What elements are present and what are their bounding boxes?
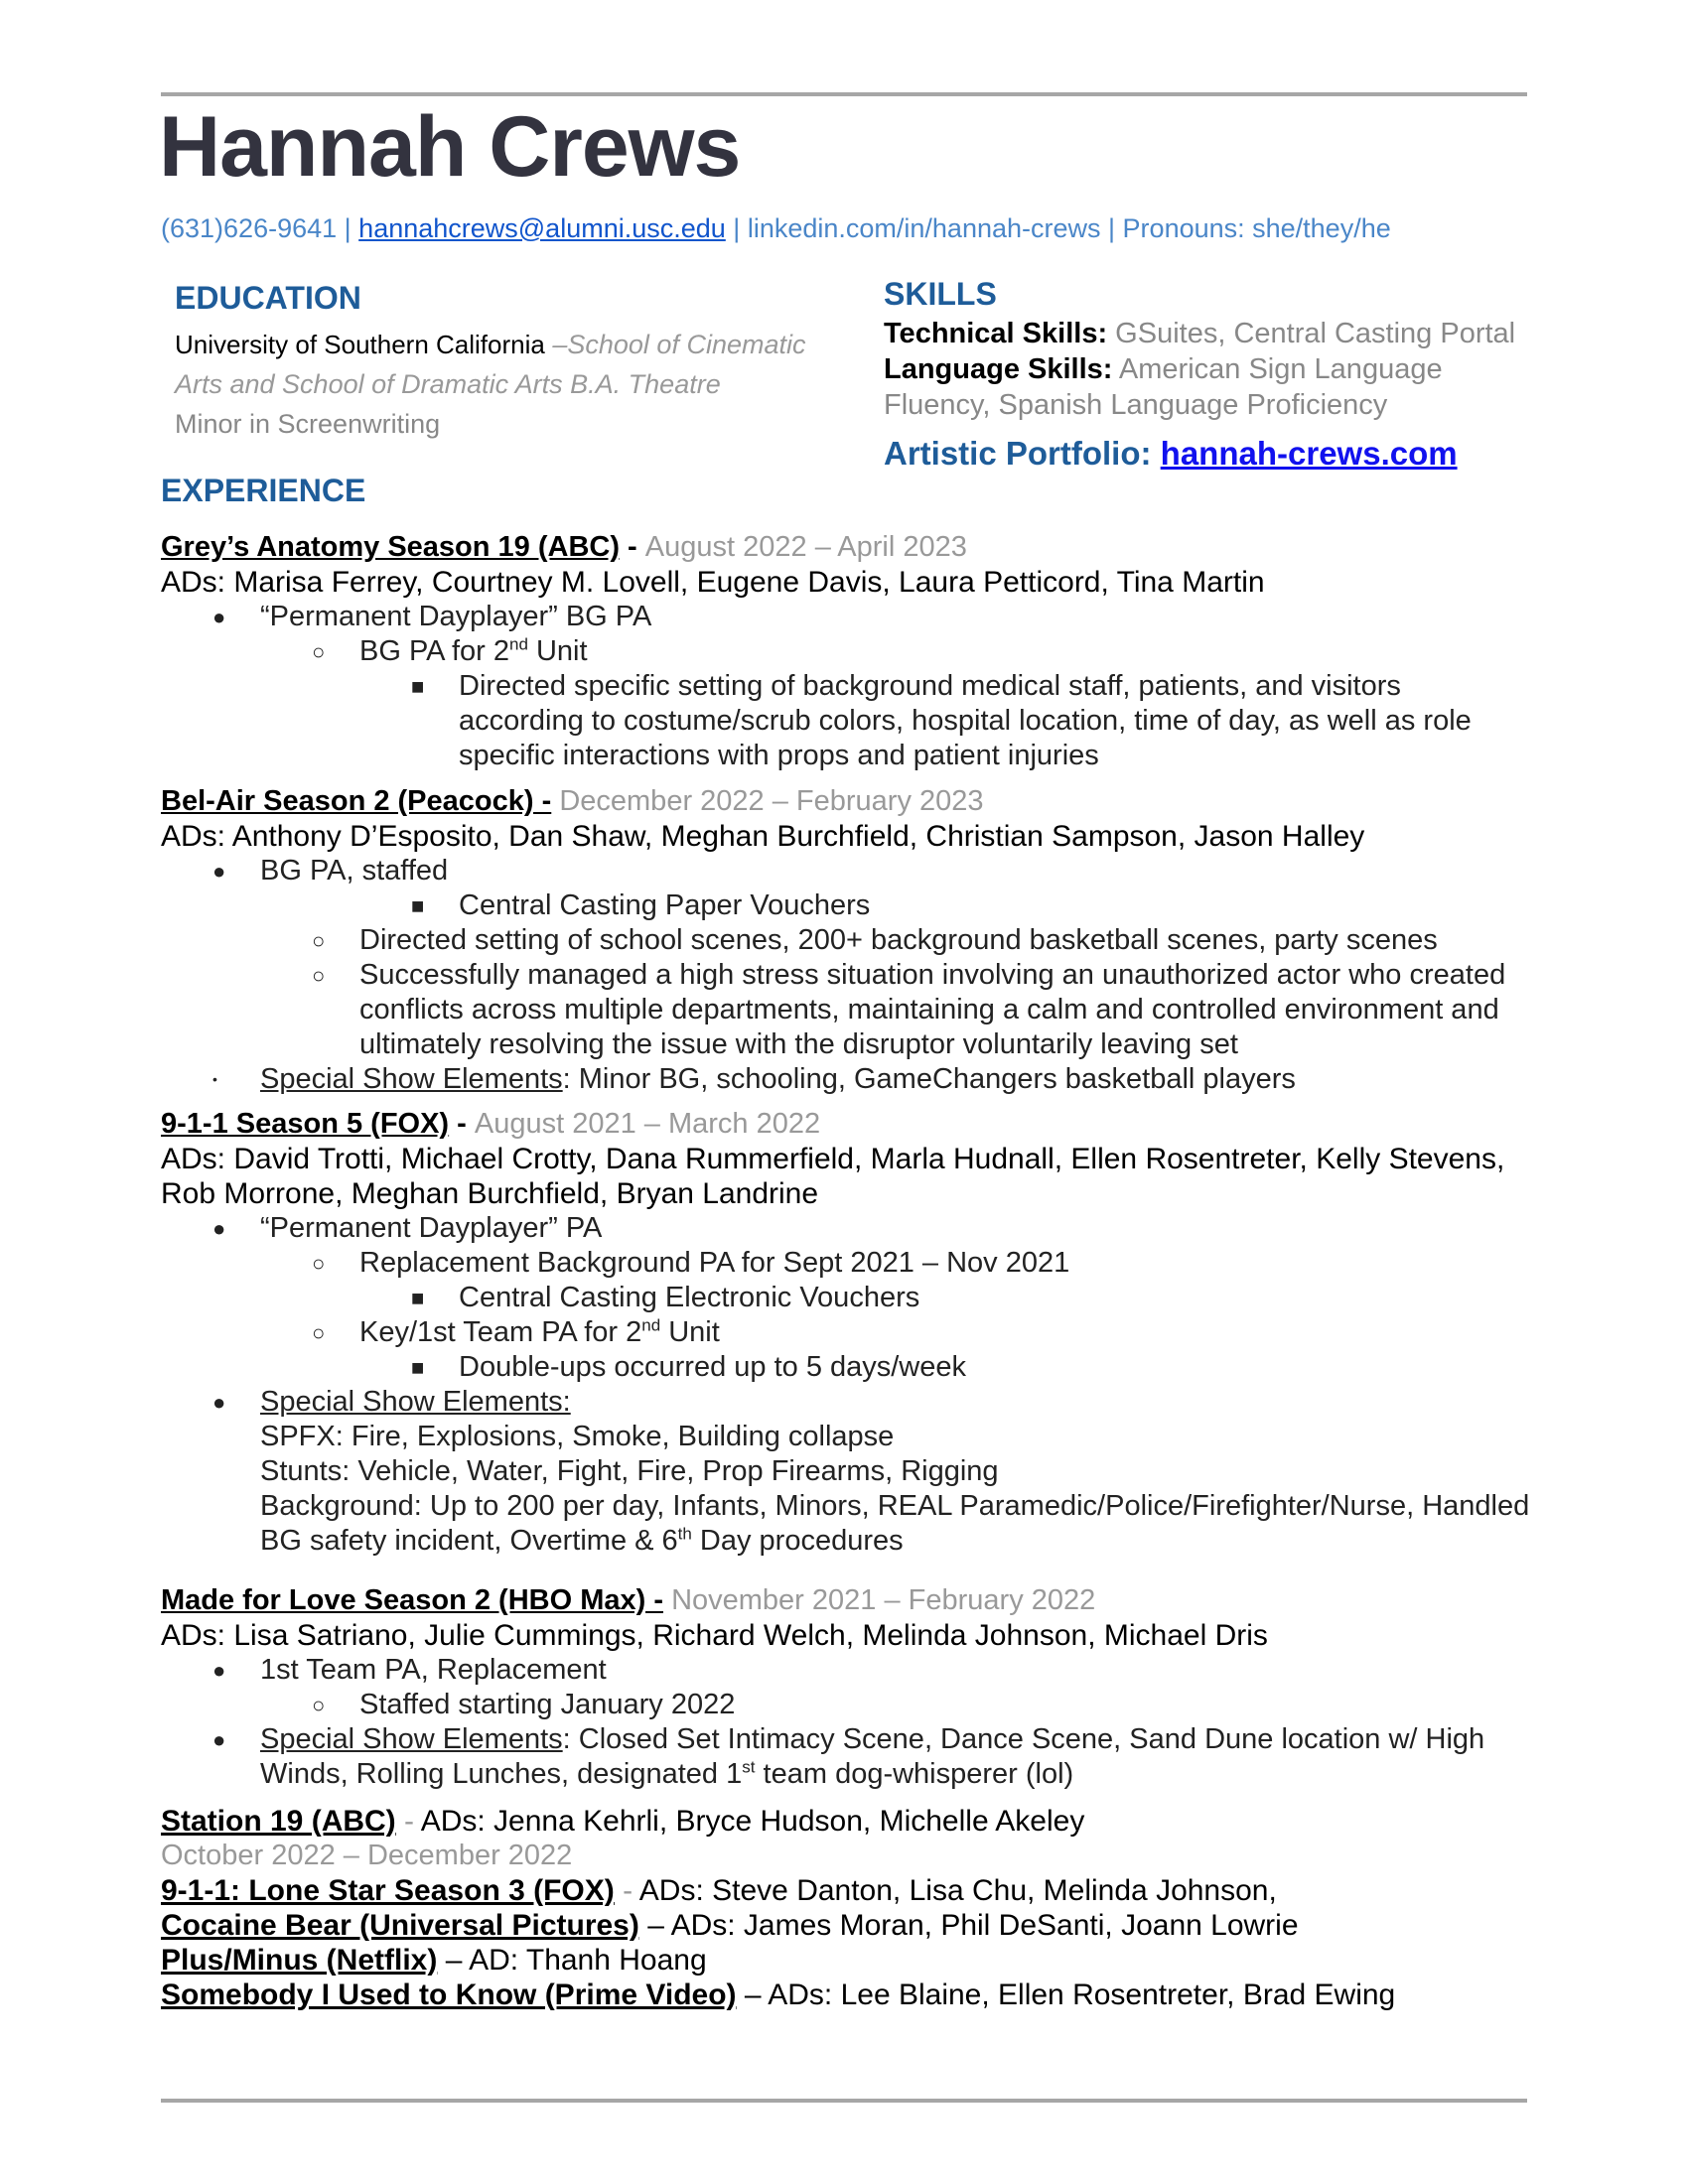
list-item-continuation: specific interactions with props and patient injuries [459, 740, 1099, 771]
special-label: Special Show Elements [260, 1723, 563, 1755]
list-item-continuation: Stunts: Vehicle, Water, Fight, Fire, Prop Firearms, Rigging [260, 1455, 999, 1487]
job-title: 9-1-1 Season 5 (FOX) [161, 1108, 450, 1140]
item-text: Directed specific setting of background medical staff, patients, and visitors [459, 670, 1401, 702]
pronouns: Pronouns: she/they/he [1122, 213, 1391, 243]
credit-date: October 2022 – December 2022 [161, 1840, 573, 1871]
spacer [161, 1097, 1541, 1107]
bullet-icon: ● [212, 1727, 226, 1752]
top-divider [161, 92, 1527, 96]
square-bullet-icon: ■ [411, 1355, 425, 1380]
item-text: BG PA, staffed [260, 855, 449, 887]
phone: (631)626-9641 [161, 213, 338, 243]
list-item-continuation: Background: Up to 200 per day, Infants, Minors, REAL Paramedic/Police/Firefighter/Nurse, Handled [260, 1490, 1530, 1522]
separator: - [449, 1108, 475, 1140]
item-text: : Closed Set Intimacy Scene, Dance Scene, Sand Dune location w/ High [562, 1723, 1485, 1755]
separator: - [614, 1874, 639, 1907]
item-text: Day procedures [691, 1525, 904, 1557]
square-bullet-icon: ■ [411, 893, 425, 918]
education-section [175, 325, 850, 444]
bullet-icon: ● [212, 859, 226, 884]
separator: - [620, 531, 645, 563]
separator: – [638, 1909, 671, 1942]
item-text: “Permanent Dayplayer” BG PA [260, 601, 652, 632]
job-date: August 2022 – April 2023 [644, 531, 967, 563]
item-text: Key/1st Team PA for 2 [359, 1316, 642, 1348]
list-item [161, 1315, 1541, 1350]
credit-line [161, 1908, 1541, 1943]
school-detail: –School of Cinematic Arts and School of Dramatic Arts B.A. Theatre [175, 330, 806, 399]
bullet-icon: ● [212, 605, 226, 629]
item-text: Central Casting Paper Vouchers [459, 889, 871, 921]
list-item [161, 1281, 1541, 1315]
credit-ads: ADs: Jenna Kehrli, Bryce Hudson, Michelle Akeley [420, 1805, 1085, 1838]
credit-line [161, 1943, 1541, 1978]
item-text: BG PA for 2 [359, 635, 509, 667]
circle-bullet-icon: ○ [312, 1320, 326, 1345]
job-header [161, 784, 1541, 819]
minor: Minor in Screenwriting [175, 409, 441, 439]
special-label: Special Show Elements [260, 1063, 563, 1095]
job-date: December 2022 – February 2023 [559, 785, 984, 817]
item-text: Double-ups occurred up to 5 days/week [459, 1351, 967, 1383]
list-item [161, 669, 1541, 704]
job-title: Bel-Air Season 2 (Peacock) - [161, 785, 552, 817]
email-link[interactable]: hannahcrews@alumni.usc.edu [358, 213, 726, 243]
experience-section [161, 530, 1541, 2012]
list-item [161, 923, 1541, 958]
list-item [161, 1062, 1541, 1097]
credit-line [161, 1873, 1541, 1908]
language-skills-value: American Sign Language Fluency, Spanish Language Proficiency [884, 353, 1443, 421]
spacer [161, 1559, 1541, 1583]
list-item-continuation [161, 1757, 1541, 1792]
list-item [161, 600, 1541, 634]
list-item [161, 888, 1541, 923]
item-text: Winds, Rolling Lunches, designated 1 [260, 1758, 743, 1790]
skills-heading: SKILLS [884, 276, 997, 312]
circle-bullet-icon: ○ [312, 963, 326, 988]
job-header [161, 1583, 1541, 1618]
education-heading: EDUCATION [175, 280, 361, 316]
university: University of Southern California [175, 330, 545, 359]
bullet-icon: ● [212, 1390, 226, 1415]
list-item [161, 958, 1541, 993]
circle-bullet-icon: ○ [312, 928, 326, 953]
job-ads: Rob Morrone, Meghan Burchfield, Bryan Landrine [161, 1177, 819, 1210]
item-text: Unit [527, 635, 588, 667]
list-item-continuation [161, 1524, 1541, 1559]
job-title: Cocaine Bear (Universal Pictures) [161, 1909, 639, 1942]
item-text: “Permanent Dayplayer” PA [260, 1212, 603, 1244]
job-header [161, 530, 1541, 565]
spacer [161, 773, 1541, 784]
small-bullet-icon: • [212, 1071, 217, 1087]
list-item-continuation: ultimately resolving the issue with the disruptor voluntarily leaving set [359, 1028, 1238, 1060]
spacer [161, 1792, 1541, 1804]
job-ads: ADs: David Trotti, Michael Crotty, Dana Rummerfield, Marla Hudnall, Ellen Rosentreter, Kelly Stevens, [161, 1143, 1505, 1175]
list-item [161, 854, 1541, 888]
special-label: Special Show Elements: [260, 1386, 571, 1418]
job-header [161, 1107, 1541, 1142]
separator: | [337, 213, 359, 243]
job-title: Station 19 (ABC) [161, 1805, 396, 1838]
item-text: Successfully managed a high stress situation involving an unauthorized actor who created [359, 959, 1506, 991]
job-title: 9-1-1: Lone Star Season 3 (FOX) [161, 1874, 615, 1907]
job-ads: ADs: Marisa Ferrey, Courtney M. Lovell, Eugene Davis, Laura Petticord, Tina Martin [161, 566, 1265, 599]
bottom-divider [161, 2099, 1527, 2103]
list-item-continuation: according to costume/scrub colors, hospital location, time of day, as well as role [459, 705, 1472, 737]
credit-ads: ADs: James Moran, Phil DeSanti, Joann Lowrie [670, 1909, 1299, 1942]
separator: - [395, 1805, 421, 1838]
portfolio-link[interactable]: hannah-crews.com [1160, 435, 1458, 472]
list-item-continuation: conflicts across multiple departments, maintaining a calm and controlled environment and [359, 994, 1499, 1025]
item-text: Unit [660, 1316, 720, 1348]
superscript: nd [508, 634, 528, 654]
item-text: BG safety incident, Overtime & 6 [260, 1525, 678, 1557]
portfolio-label: Artistic Portfolio: [884, 435, 1161, 472]
list-item [161, 1653, 1541, 1688]
portfolio-line [884, 435, 1458, 473]
item-text: : Minor BG, schooling, GameChangers basketball players [562, 1063, 1296, 1095]
circle-bullet-icon: ○ [312, 1693, 326, 1717]
square-bullet-icon: ■ [411, 1286, 425, 1310]
item-text: team dog-whisperer (lol) [755, 1758, 1074, 1790]
separator: | [725, 213, 748, 243]
item-text: Central Casting Electronic Vouchers [459, 1282, 920, 1313]
list-item [161, 1722, 1541, 1757]
item-text: Replacement Background PA for Sept 2021 – Nov 2021 [359, 1247, 1070, 1279]
bullet-icon: ● [212, 1658, 226, 1683]
credit-line [161, 1804, 1541, 1839]
language-skills-label: Language Skills: [884, 353, 1113, 385]
job-title: Grey’s Anatomy Season 19 (ABC) [161, 531, 620, 563]
square-bullet-icon: ■ [411, 674, 425, 699]
item-text: Staffed starting January 2022 [359, 1689, 736, 1720]
job-date: August 2021 – March 2022 [474, 1108, 821, 1140]
credit-ads: AD: Thanh Hoang [469, 1944, 707, 1977]
item-text: Directed setting of school scenes, 200+ background basketball scenes, party scenes [359, 924, 1438, 956]
list-item-continuation: SPFX: Fire, Explosions, Smoke, Building collapse [260, 1421, 895, 1452]
separator: – [437, 1944, 470, 1977]
item-text: 1st Team PA, Replacement [260, 1654, 607, 1686]
experience-heading: EXPERIENCE [161, 473, 366, 508]
superscript: st [742, 1757, 756, 1777]
technical-skills-value: GSuites, Central Casting Portal [1107, 318, 1516, 349]
list-item [161, 1246, 1541, 1281]
bullet-icon: ● [212, 1216, 226, 1241]
skills-section [884, 316, 1529, 423]
list-item [161, 1211, 1541, 1246]
credit-line [161, 1978, 1541, 2012]
list-item [161, 634, 1541, 669]
job-date: November 2021 – February 2022 [671, 1584, 1096, 1616]
job-ads: ADs: Lisa Satriano, Julie Cummings, Richard Welch, Melinda Johnson, Michael Dris [161, 1619, 1268, 1652]
circle-bullet-icon: ○ [312, 1251, 326, 1276]
list-item [161, 1385, 1541, 1420]
list-item [161, 1688, 1541, 1722]
job-title: Somebody I Used to Know (Prime Video) [161, 1979, 737, 2011]
circle-bullet-icon: ○ [312, 639, 326, 664]
page-title: Hannah Crews [159, 99, 741, 195]
contact-line [161, 213, 1391, 244]
linkedin-link[interactable]: linkedin.com/in/hannah-crews [747, 213, 1101, 243]
technical-skills-label: Technical Skills: [884, 318, 1108, 349]
credit-ads: ADs: Lee Blaine, Ellen Rosentreter, Brad Ewing [768, 1979, 1396, 2011]
job-ads: ADs: Anthony D’Esposito, Dan Shaw, Meghan Burchfield, Christian Sampson, Jason Halley [161, 820, 1365, 853]
credit-ads: ADs: Steve Danton, Lisa Chu, Melinda Johnson, [638, 1874, 1277, 1907]
separator: – [736, 1979, 769, 2011]
job-title: Plus/Minus (Netflix) [161, 1944, 438, 1977]
separator: | [1100, 213, 1123, 243]
superscript: nd [641, 1315, 661, 1335]
list-item [161, 1350, 1541, 1385]
superscript: th [677, 1524, 692, 1544]
job-title: Made for Love Season 2 (HBO Max) - [161, 1584, 663, 1616]
